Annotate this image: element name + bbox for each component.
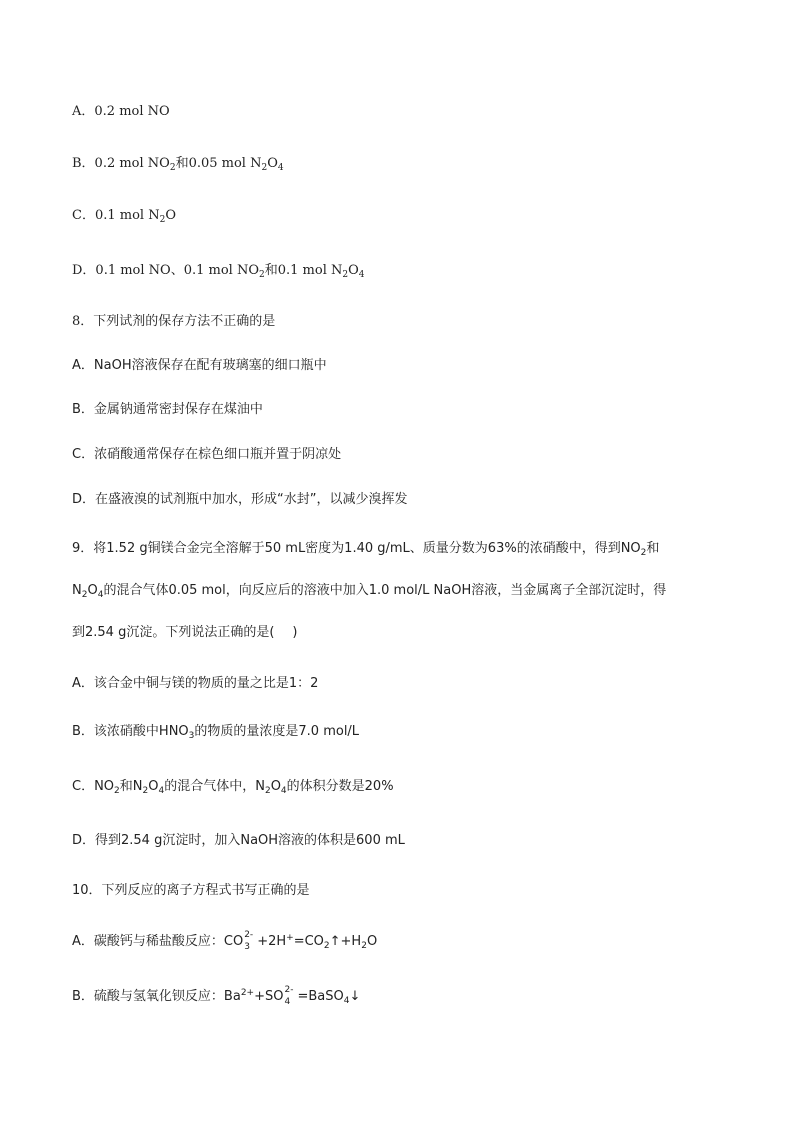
q9-option-c: C．$NO_2$和$N_2O_4$的混合气体中，$N_2O_4$的体积分数是20% xyxy=(72,779,394,796)
q10-option-a: A．碳酸钙与稀盐酸反应：CO 2- 3 $+2H^+=CO_2↑+H_2O$ xyxy=(72,930,378,952)
q8-option-d: D．在盛液溴的试剂瓶中加水，形成“水封”，以减少溴挥发 xyxy=(72,492,408,507)
q8-stem: 8．下列试剂的保存方法不正确的是 xyxy=(72,314,276,329)
q7-option-c: C．0.1 mol $N_2O$ xyxy=(72,208,176,225)
q8-option-b: B．金属钠通常密封保存在煤油中 xyxy=(72,402,263,417)
q9-stem-line2: $N_2O_4$的混合气体0.05 mol，向反应后的溶液中加入1.0 mol/L NaOH溶液，当金属离子全部沉淀时，得 xyxy=(72,583,667,600)
q10-stem: 10．下列反应的离子方程式书写正确的是 xyxy=(72,883,310,898)
q8-option-a: A．NaOH溶液保存在配有玻璃塞的细口瓶中 xyxy=(72,358,327,373)
q9-option-a: A．该合金中铜与镁的物质的量之比是1：2 xyxy=(72,676,319,691)
q9-stem-line1: 9．将1.52 g铜镁合金完全溶解于50 mL密度为1.40 g/mL、质量分数为63%的浓硝酸中，得到$NO_2$和 xyxy=(72,541,660,558)
q7-option-b: B．0.2 mol $NO_2$和0.05 mol $N_2O_4$ xyxy=(72,156,284,173)
q9-option-d: D．得到2.54 g沉淀时，加入NaOH溶液的体积是600 mL xyxy=(72,833,405,848)
q10-option-b: B．硫酸与氢氧化钡反应：$Ba^{2+}+SO$ 2- 4 =BaSO$_4$↓ xyxy=(72,985,361,1007)
q9-stem-line3: 到2.54 g沉淀。下列说法正确的是( ) xyxy=(72,625,298,640)
q7-option-d: D．0.1 mol NO、0.1 mol $NO_2$和0.1 mol $N_2O_4$ xyxy=(72,263,365,280)
q8-option-c: C．浓硝酸通常保存在棕色细口瓶并置于阴凉处 xyxy=(72,447,342,462)
q7-option-a: A．0.2 mol NO xyxy=(72,104,170,119)
q9-option-b: B．该浓硝酸中$HNO_3$的物质的量浓度是7.0 mol/L xyxy=(72,724,360,741)
